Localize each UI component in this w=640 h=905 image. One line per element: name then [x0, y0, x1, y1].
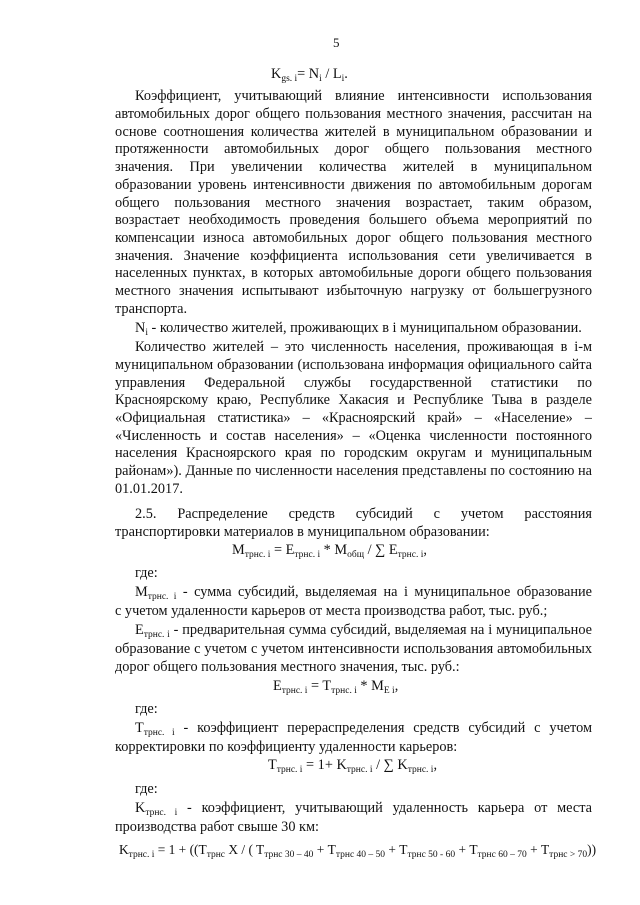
formula-kgs: $K_{gs. i}= N_i / L_i$.	[271, 66, 348, 84]
para2-line: «Численность и состав населения» – «Оценка численности постоянного	[115, 428, 592, 444]
para2-line: управления Федеральной службы государственной статистики по	[115, 375, 592, 391]
para1-line: автомобильных дорог общего пользования местного значения, рассчитан на	[115, 106, 592, 122]
formula-e-trns: $E_{трнс. i} = T_{трнс. i} * M_{E i}$,	[273, 678, 399, 696]
para1-line: компенсации износа автомобильных дорог общего пользования местного	[115, 230, 592, 246]
k-definition: $K_{трнс. i}$ - коэффициент, учитывающий удаленность карьера от места	[135, 800, 592, 817]
where-label: где:	[135, 781, 158, 797]
where-label: где:	[135, 565, 158, 581]
para2-line: районам»). Данные по численности населения представлены по состоянию на	[115, 463, 592, 479]
para2-line: 01.01.2017.	[115, 481, 183, 497]
where-label: где:	[135, 701, 158, 717]
t-definition: корректировки по коэффициенту удаленности карьеров:	[115, 739, 458, 755]
para1-line: образовании уровень интенсивности движения по автомобильным дорогам	[115, 177, 592, 193]
section-2-5-heading: транспортировки материалов в муниципальном образовании:	[115, 524, 490, 540]
para1-line: населенных пунктах, в которых автомобильные дороги общего пользования	[115, 265, 592, 281]
para1-line: основе соотношения количества жителей в муниципальном образовании и	[115, 124, 592, 140]
section-2-5-heading: 2.5. Распределение средств субсидий с учетом расстояния	[135, 506, 592, 522]
para1-line: Коэффициент, учитывающий влияние интенсивности использования	[135, 88, 592, 104]
ni-definition: $N_i$ - количество жителей, проживающих в i муниципальном образовании.	[135, 320, 582, 338]
page-number: 5	[333, 35, 340, 50]
m-definition: с учетом удаленности карьеров от места производства работ, тыс. руб.;	[115, 603, 548, 619]
k-definition: производства работ свыше 30 км:	[115, 819, 320, 835]
formula-k-trns: $K_{трнс. i} = 1 + ((T_{трнс}$ X / ( $T_{трнс 30 - 40} + T_{трнс 40 - 50} + T_{трнс 50 - 60} + T_{трнс 60 - 70} + T_{трнс > 70}$))	[119, 842, 597, 860]
para2-line: Красноярскому краю, Республике Хакасия и Республике Тыва в разделе	[115, 392, 592, 408]
e-definition: образование с учетом с учетом интенсивности использования автомобильных	[115, 641, 592, 657]
para1-line: протяженности автомобильных дорог общего пользования местного	[115, 141, 592, 157]
t-definition: $T_{трнс. i}$ - коэффициент перераспределения средств субсидий с учетом	[135, 720, 592, 737]
para1-line: транспорта.	[115, 301, 188, 317]
para2-line: «Официальная статистика» – «Красноярский край» – «Население» –	[115, 410, 592, 426]
e-definition: $E_{трнс. i}$ - предварительная сумма субсидий, выделяемая на i муниципальное	[135, 622, 592, 639]
e-definition: дорог общего пользования местного значения, тыс. руб.:	[115, 659, 460, 675]
para1-line: значения. При увеличении количества жителей в муниципальном	[115, 159, 592, 175]
para1-line: общего пользования местного значения возрастает, таким образом,	[115, 195, 592, 211]
para2-line: муниципальном образовании (использована информация официального сайта	[115, 357, 592, 373]
formula-m-trns: $M_{трнс. i} = E_{трнс. i} * M_{общ}$ / ∑ $E_{трнс. i}$,	[232, 542, 427, 560]
para1-line: местного значения испытывают избыточную нагрузку от большегрузного	[115, 283, 592, 299]
para1-line: значения. Значение коэффициента использования сети увеличивается в	[115, 248, 592, 264]
para1-line: возрастает необходимость проведения большего объема мероприятий по	[115, 212, 592, 228]
m-definition: $M_{трнс. i}$ - сумма субсидий, выделяемая на i муниципальное образование	[135, 584, 592, 601]
para2-line: Количество жителей – это численность населения, проживающая в i-м	[135, 339, 592, 355]
formula-t-trns: $T_{трнс. i} = 1+ K_{трнс. i}$ / ∑ $K_{трнс. i}$,	[268, 757, 438, 775]
para2-line: населения Красноярского края по городским округам и муниципальным	[115, 445, 592, 461]
